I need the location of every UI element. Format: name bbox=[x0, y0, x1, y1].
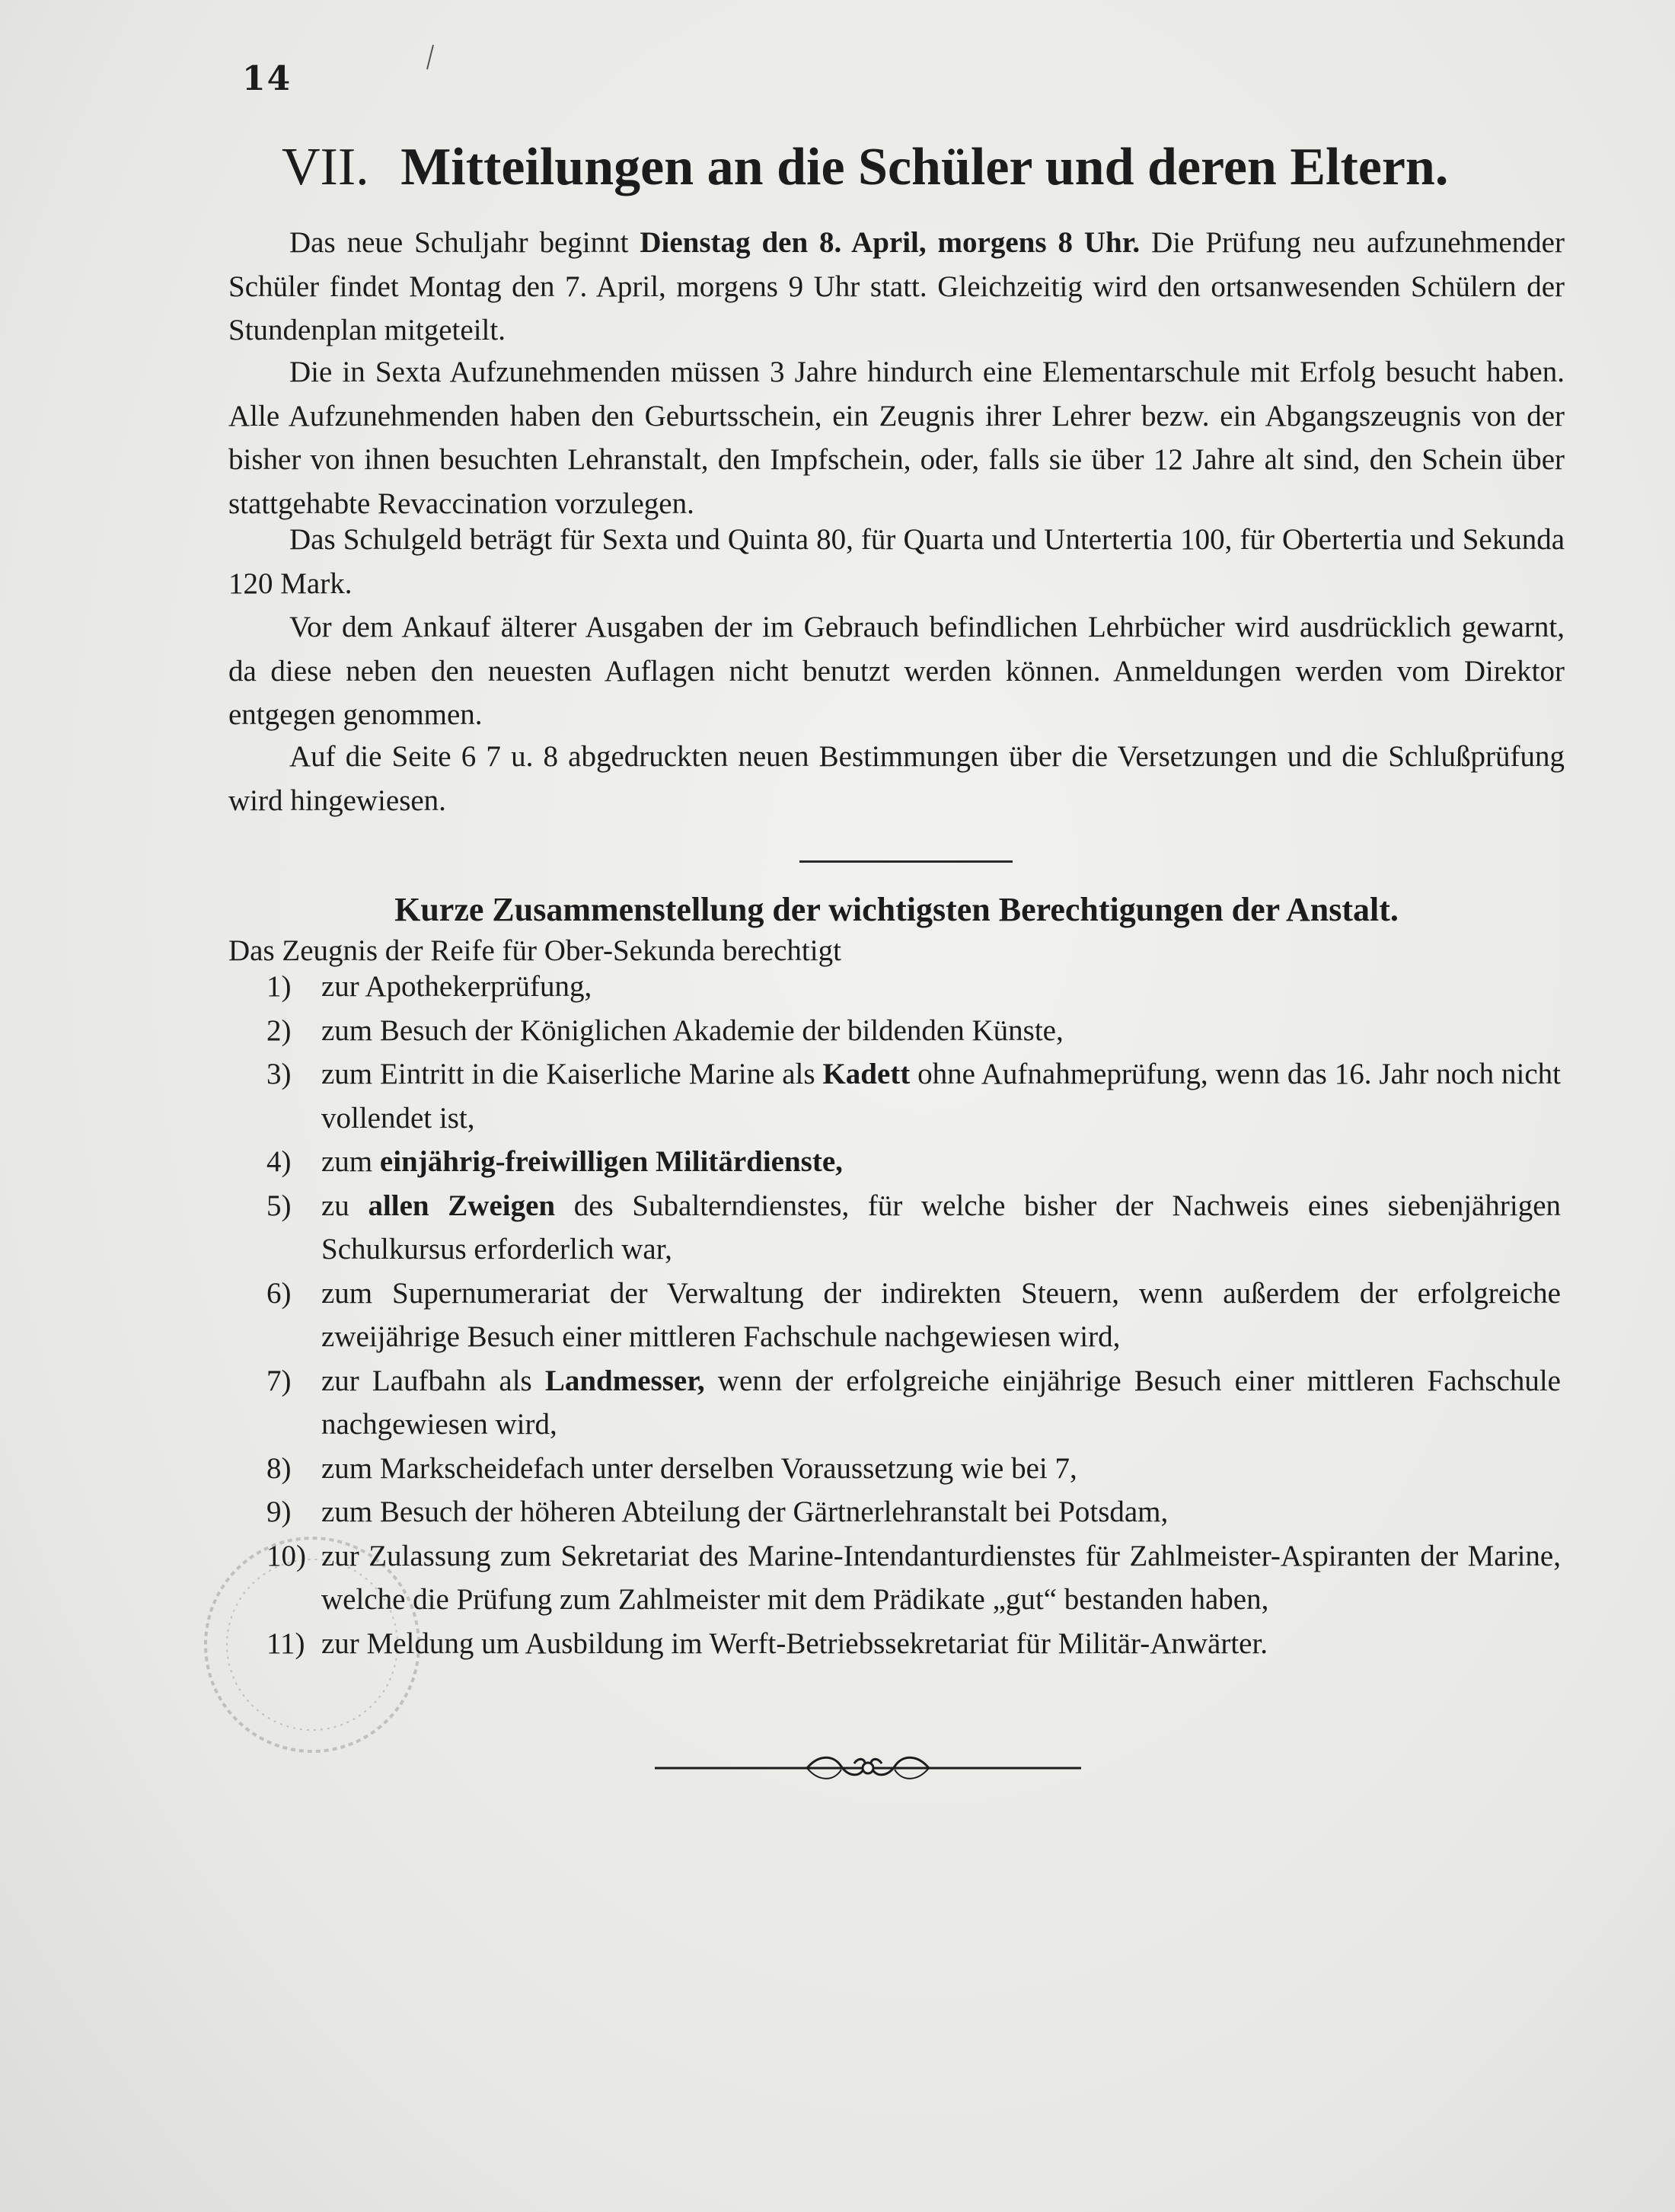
list-number: 4) bbox=[266, 1145, 292, 1178]
list-item bbox=[266, 1622, 1561, 1666]
list-text: zum Besuch der Königlichen Akademie der bildenden Künste, bbox=[321, 1013, 1064, 1047]
list-emphasis: Landmesser, bbox=[544, 1364, 705, 1397]
section-heading: Mitteilungen an die Schüler und deren Eltern. bbox=[400, 138, 1449, 196]
list-text: zur Meldung um Ausbildung im Werft-Betriebssekretariat für Militär-Anwärter. bbox=[321, 1626, 1268, 1660]
list-text: des Subalterndienstes, für welche bisher der Nachweis eines siebenjährigen Schulkursus erforderlich war, bbox=[321, 1189, 1562, 1266]
paragraph-text: Die Prüfung neu aufzunehmender Schüler findet Montag den 7. April, morgens 9 Uhr statt. Gleichzeitig wird den ortsanwesenden Schülern der Stundenplan mitgeteilt. bbox=[228, 226, 1565, 346]
paragraph-school-start bbox=[228, 221, 1565, 353]
pencil-mark bbox=[423, 42, 438, 72]
ornamental-divider-icon bbox=[655, 1744, 1081, 1789]
paragraph-text: Die in Sexta Aufzunehmenden müssen 3 Jahre hindurch eine Elementarschule mit Erfolg besucht haben. Alle Aufzunehmenden haben den Geburtsschein, ein Zeugnis ihrer Lehrer bezw. ein Abgangszeugnis von der bisher von ihnen besuchten Lehranstalt, den Impfschein, oder, falls sie über 12 Jahre alt sind, den Schein über stattgehabte Revaccination vorzulegen. bbox=[228, 356, 1565, 520]
page-number: 14 bbox=[242, 59, 292, 98]
list-number: 10) bbox=[266, 1539, 306, 1572]
list-number: 3) bbox=[266, 1058, 292, 1090]
list-item bbox=[266, 1447, 1561, 1491]
paragraph-textbooks bbox=[228, 605, 1565, 737]
list-item bbox=[266, 1009, 1561, 1053]
divider-rule bbox=[799, 860, 1013, 863]
section-title bbox=[282, 129, 1576, 206]
list-text: zum Eintritt in die Kaiserliche Marine als bbox=[321, 1058, 823, 1090]
list-emphasis: Kadett bbox=[822, 1058, 911, 1090]
paragraph-text: Vor dem Ankauf älterer Ausgaben der im Gebrauch befindlichen Lehrbücher wird ausdrücklich gewarnt, da diese neben den neuesten Auflagen nicht benutzt werden können. Anmeldungen werden vom Direktor entgegen genommen. bbox=[228, 611, 1565, 731]
list-text: zur Apothekerprüfung, bbox=[321, 970, 592, 1003]
list-emphasis: allen Zweigen bbox=[368, 1189, 556, 1222]
list-item bbox=[266, 1490, 1561, 1534]
list-number: 5) bbox=[266, 1189, 292, 1222]
list-item bbox=[266, 965, 1561, 1009]
berechtigungen-intro: Das Zeugnis der Reife für Ober-Sekunda berechtigt bbox=[228, 934, 841, 967]
paragraph-text: Das neue Schuljahr beginnt bbox=[289, 226, 640, 259]
list-text: wenn der erfolgreiche einjährige Besuch einer mittleren Fachschule nachgewiesen wird, bbox=[321, 1364, 1561, 1441]
list-text: zu bbox=[321, 1189, 368, 1222]
list-item bbox=[266, 1140, 1561, 1184]
paragraph-fees bbox=[228, 518, 1565, 605]
library-stamp-icon bbox=[190, 1523, 434, 1767]
paragraph-text: Auf die Seite 6 7 u. 8 abgedruckten neuen Bestimmungen über die Versetzungen und die Schlußprüfung wird hingewiesen. bbox=[228, 740, 1565, 817]
list-item bbox=[266, 1052, 1561, 1140]
list-text: zum Markscheidefach unter derselben Voraussetzung wie bei 7, bbox=[321, 1451, 1077, 1485]
list-number: 2) bbox=[266, 1013, 292, 1047]
list-number: 9) bbox=[266, 1495, 292, 1528]
list-number: 11) bbox=[266, 1626, 305, 1660]
list-text: zum Supernumerariat der Verwaltung der indirekten Steuern, wenn außerdem der erfolgreiche zweijährige Besuch einer mittleren Fachschule nachgewiesen wird, bbox=[321, 1276, 1561, 1353]
list-number: 6) bbox=[266, 1276, 292, 1310]
list-emphasis: einjährig-freiwilligen Militärdienste, bbox=[379, 1145, 843, 1178]
berechtigungen-list bbox=[266, 965, 1561, 1665]
paragraph-text: Das Schulgeld beträgt für Sexta und Quinta 80, für Quarta und Untertertia 100, für Obertertia und Sekunda 120 Mark. bbox=[228, 523, 1565, 600]
list-text: zur Laufbahn als bbox=[321, 1364, 545, 1397]
list-number: 8) bbox=[266, 1451, 292, 1485]
list-item bbox=[266, 1359, 1561, 1447]
list-item bbox=[266, 1272, 1561, 1359]
list-text: ohne Aufnahmeprüfung, wenn das 16. Jahr noch nicht vollendet ist, bbox=[321, 1058, 1561, 1135]
list-number: 1) bbox=[266, 970, 292, 1003]
list-item bbox=[266, 1534, 1561, 1622]
list-number: 7) bbox=[266, 1364, 292, 1397]
paragraph-emphasis: Dienstag den 8. April, morgens 8 Uhr. bbox=[640, 226, 1141, 259]
list-text: zur Zulassung zum Sekretariat des Marine-Intendanturdienstes für Zahlmeister-Aspiranten der Marine, welche die Prüfung zum Zahlmeister mit dem Prädikate „gut“ bestanden haben, bbox=[321, 1539, 1561, 1616]
list-item bbox=[266, 1184, 1561, 1272]
paragraph-regulations bbox=[228, 735, 1565, 822]
paragraph-admission bbox=[228, 350, 1565, 525]
berechtigungen-heading: Kurze Zusammenstellung der wichtigsten Berechtigungen der Anstalt. bbox=[394, 891, 1399, 928]
list-text: zum bbox=[321, 1145, 380, 1178]
list-text: zum Besuch der höheren Abteilung der Gärtnerlehranstalt bei Potsdam, bbox=[321, 1495, 1169, 1528]
section-numeral: VII. bbox=[282, 138, 369, 196]
